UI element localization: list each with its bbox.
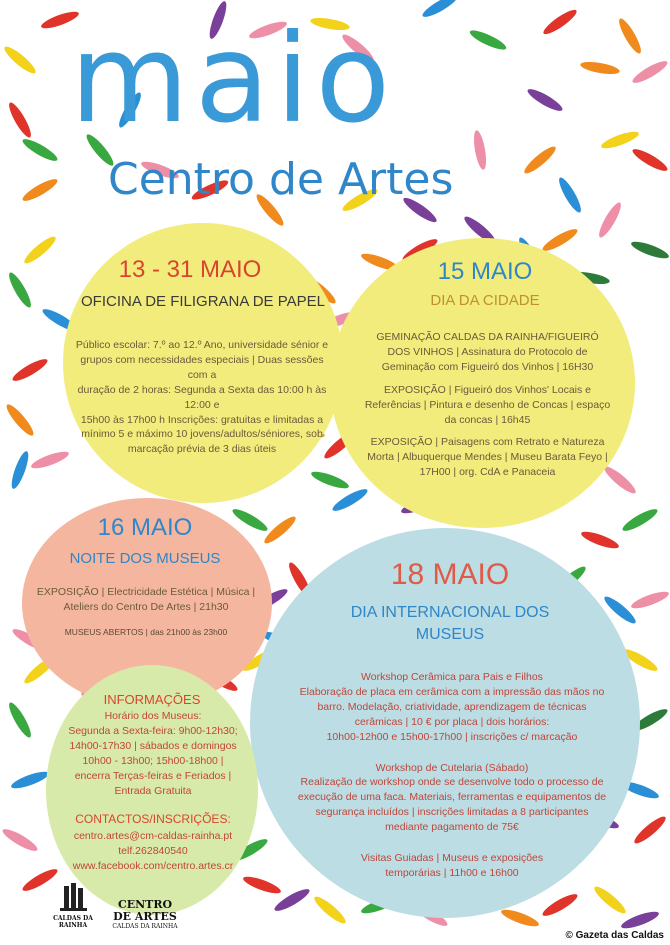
- confetti-piece: [616, 16, 645, 56]
- info-line: Entrada Gratuita: [114, 784, 192, 797]
- block2-line: EXPOSIÇÃO | Paisagens com Retrato e Natureza: [370, 436, 605, 449]
- confetti-piece: [29, 448, 70, 471]
- page-title: maio: [70, 8, 397, 150]
- block3-note: MUSEUS ABERTOS | das 21h00 às 23h00: [64, 627, 228, 637]
- confetti-piece: [499, 906, 540, 929]
- block1-line: mínimo 5 e máximo 10 jovens/adultos/séniores, sob: [81, 428, 323, 441]
- confetti-piece: [540, 226, 580, 255]
- block3-text: [30, 585, 262, 615]
- block4-line: cerâmicas | 10 € por placa | dois horários:: [354, 715, 550, 728]
- block2-line: DOS VINHOS | Assinatura do Protocolo de: [387, 345, 588, 358]
- confetti-piece: [556, 175, 585, 215]
- confetti-piece: [521, 143, 558, 176]
- photo-credit: © Gazeta das Caldas: [565, 930, 664, 941]
- block4-line: barro. Modelação, criatividade, aprendizagem de técnicas: [317, 700, 587, 713]
- block1-line: 15h00 às 17h00 h Inscrições: gratuitas e limitadas a: [80, 413, 324, 426]
- block4-line: temporárias | 11h00 e 16h00: [385, 866, 519, 879]
- confetti-piece: [6, 100, 35, 140]
- confetti-piece: [579, 528, 620, 551]
- confetti-piece: [620, 506, 660, 535]
- block4-line: Realização de workshop onde se desenvolve todo o processo de: [300, 776, 604, 789]
- contact-email[interactable]: centro.artes@cm-caldas-rainha.pt: [73, 830, 233, 842]
- contact-phone: telf.262840540: [118, 844, 188, 857]
- confetti-piece: [309, 468, 350, 491]
- confetti-piece: [599, 128, 640, 151]
- centro-logo-line1: CENTRO: [117, 898, 173, 911]
- block2-line: da concas | 16h45: [444, 413, 531, 426]
- confetti-piece: [3, 401, 36, 438]
- block2-line: GEMINAÇÃO CALDAS DA RAINHA/FIGUEIRÓ: [376, 331, 599, 343]
- block2-event: DIA DA CIDADE: [430, 292, 540, 309]
- confetti-piece: [631, 813, 668, 846]
- contact-facebook-link[interactable]: www.facebook.com/centro.artes.cr: [72, 859, 234, 872]
- block4-date: 18 MAIO: [390, 558, 510, 591]
- info-heading: INFORMAÇÕES: [103, 692, 201, 707]
- confetti-piece: [330, 486, 370, 515]
- block3-line: EXPOSIÇÃO | Electricidade Estética | Música |: [36, 586, 256, 598]
- block2-text: [355, 330, 620, 480]
- confetti-piece: [20, 136, 60, 165]
- confetti-piece: [579, 60, 620, 77]
- confetti-piece: [468, 27, 508, 53]
- confetti-piece: [10, 356, 50, 385]
- block4-line: Workshop Cerâmica para Pais e Filhos: [361, 671, 543, 683]
- confetti-piece: [540, 891, 580, 920]
- confetti-piece: [541, 6, 580, 37]
- block1-line: grupos com necessidades especiais | Duas sessões com a: [80, 353, 324, 381]
- confetti-piece: [9, 768, 50, 791]
- confetti-piece: [8, 449, 31, 490]
- block2-line: Morta | Albuquerque Mendes | Museu Barata Feyo |: [367, 451, 608, 464]
- block4-line: mediante pagamento de 75€: [385, 821, 519, 834]
- block4-line: 10h00-12h00 e 15h00-17h00 | inscrições c/ marcação: [326, 730, 578, 743]
- confetti-piece: [525, 86, 565, 115]
- block1-line: marcação prévia de 3 dias úteis: [127, 443, 277, 456]
- centro-logo-line2: DE ARTES: [113, 910, 177, 923]
- confetti-piece: [20, 176, 60, 205]
- block2-line: EXPOSIÇÃO | Figueiró dos Vinhos' Locais e: [383, 383, 592, 396]
- confetti-piece: [0, 826, 40, 855]
- block4-line: Elaboração de placa em cerâmica com a impressão das mãos no: [299, 685, 605, 698]
- confetti-piece: [20, 866, 60, 895]
- block1-text: [72, 338, 332, 457]
- info-line: encerra Terças-feiras e Feriados |: [74, 769, 232, 782]
- block4-event-line2: MUSEUS: [415, 626, 485, 643]
- confetti-piece: [630, 146, 670, 175]
- block4-line: Visitas Guiadas | Museus e exposições: [360, 852, 544, 865]
- caldas-da-rainha-logo-icon: [56, 882, 90, 914]
- confetti-piece: [630, 58, 670, 87]
- block4-line: Workshop de Cutelaria (Sábado): [375, 761, 529, 774]
- caldas-logo-text: CALDAS DA RAINHA: [53, 915, 93, 929]
- contacts-heading: CONTACTOS/INSCRIÇÕES:: [75, 812, 231, 826]
- centro-logo-line3: CALDAS DA RAINHA: [112, 923, 178, 930]
- info-line: Horário dos Museus:: [104, 710, 202, 722]
- block4-line: execução de uma faca. Materiais, ferramentas e equipamentos de: [297, 791, 607, 804]
- contacts-text: [56, 829, 250, 874]
- confetti-piece: [596, 200, 625, 240]
- block1-line: duração de 2 horas: Segunda a Sexta das 10:00 h às 12:00 e: [77, 383, 327, 411]
- confetti-piece: [241, 873, 282, 896]
- block2-line: Geminação com Figueiró dos Vinhos | 16H30: [381, 360, 594, 373]
- page-subtitle: Centro de Artes: [108, 154, 454, 205]
- block4-event-line1: DIA INTERNACIONAL DOS: [350, 604, 550, 621]
- confetti-piece: [6, 700, 35, 740]
- block4-line: segurança incluídos | inscrições limitadas a 8 participantes: [315, 806, 589, 819]
- block1-date: 13 - 31 MAIO: [118, 256, 262, 283]
- info-line: 14h00-17h30 | sábados e domingos: [69, 739, 237, 752]
- block4-text: [283, 670, 621, 881]
- confetti-piece: [591, 883, 628, 916]
- block1-event: OFICINA DE FILIGRANA DE PAPEL: [81, 293, 325, 310]
- confetti-piece: [1, 43, 38, 76]
- block2-line: 17H00 | org. CdA e Panaceia: [419, 466, 556, 479]
- block2-line: Referências | Pintura e desenho de Concas | espaço: [364, 398, 611, 411]
- confetti-piece: [6, 270, 35, 310]
- block3-event: NOITE DOS MUSEUS: [69, 550, 221, 567]
- block2-date: 15 MAIO: [437, 258, 533, 285]
- confetti-piece: [311, 893, 348, 926]
- block1-line: Público escolar: 7.º ao 12.º Ano, universidade sénior e: [75, 339, 329, 351]
- block3-line: Ateliers do Centro De Artes | 21h30: [63, 600, 229, 613]
- confetti-piece: [629, 588, 670, 611]
- confetti-piece: [629, 238, 670, 261]
- block3-date: 16 MAIO: [97, 514, 193, 541]
- confetti-piece: [21, 233, 58, 266]
- info-line: 10h00 - 13h00; 15h00-18h00 |: [82, 754, 224, 767]
- info-text: [56, 709, 250, 798]
- info-line: Segunda a Sexta-feira: 9h00-12h30;: [68, 724, 238, 737]
